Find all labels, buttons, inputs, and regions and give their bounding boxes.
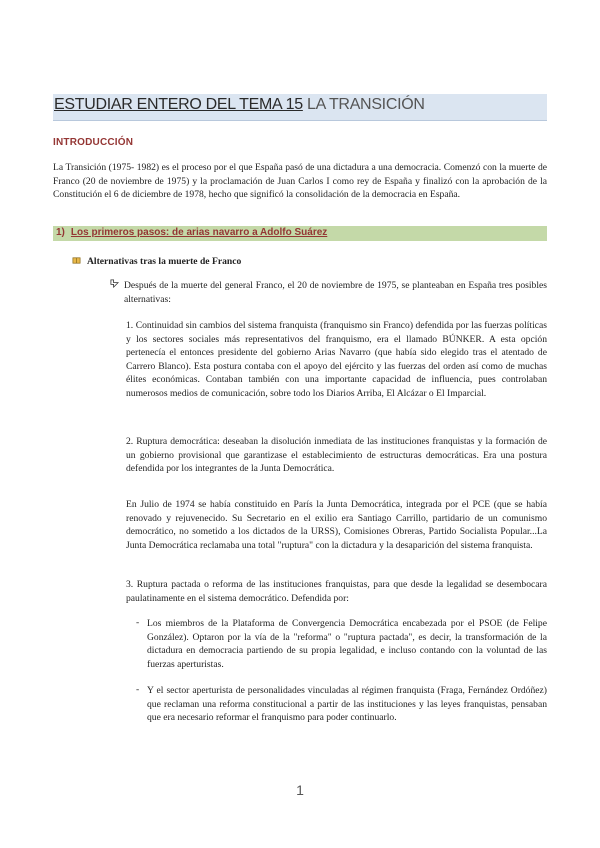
subsection-heading	[72, 256, 241, 267]
book-bullet-icon	[72, 256, 81, 265]
page-title	[54, 96, 425, 114]
subsection-title: Alternativas tras la muerte de Franco	[87, 256, 242, 267]
page-title-main: ESTUDIAR ENTERO DEL TEMA 15	[54, 96, 303, 113]
alternative-3-paragraph: 3. Ruptura pactada o reforma de las instituciones franquistas, para que desde la legalidad se desembocara paulatinamente en el sistema democrático. Defendida por:	[126, 579, 547, 604]
section-number: 1)	[56, 227, 65, 238]
list-dash: -	[136, 617, 140, 628]
section-title: Los primeros pasos: de arias navarro a Adolfo Suárez	[70, 227, 328, 238]
pointer-bullet-icon	[110, 279, 119, 291]
alternative-1-paragraph: 1. Continuidad sin cambios del sistema franquista (franquismo sin Franco) defendida por las fuerzas políticas y los sectores sociales más representativos del franquismo, era el llamado BÚNKER. A esta opción pertenecía el entonces presidente del gobierno Arias Navarro (que había sido elegido tras el atentado de Carrero Blanco). Esta postura contaba con el apoyo del ejército y las fuerzas del orden así como de muchas élites económicas. Contaban también con una importante capacidad de influencia, pues controlaban numerosos medios de comunicación, sobre todo los Diarios Arriba, El Alcázar o El Imparcial.	[126, 320, 547, 399]
page-title-sub: LA TRANSICIÓN	[307, 96, 425, 113]
section-heading	[56, 227, 327, 238]
junta-democratica-paragraph: En Julio de 1974 se había constituido en París la Junta Democrática, integrada por el PCE (que se había renovado y rejuvenecido. Su Secretario en el exilio era Santiago Carrillo, partidario de un comunismo democrático, no sometido a los dictados de la URSS), Comisiones Obreras, Partido Socialista Popular...La Junta Democrática reclamaba una total "ruptura" con la dictadura y la desaparición del sistema franquista.	[126, 499, 547, 551]
alternative-2-paragraph: 2. Ruptura democrática: deseaban la disolución inmediata de las instituciones franquistas y la formación de un gobierno provisional que garantizase el establecimiento de estructuras democráticas. Era una postura defendida por los integrantes de la Junta Democrática.	[126, 436, 547, 475]
list-item-aperturista: Y el sector aperturista de personalidades vinculadas al régimen franquista (Fraga, Fernández Ordóñez) que reclaman una reforma constitucional a partir de las instituciones y las leyes franquistas, pensaban que era necesario reformar el franquismo para poder continuarlo.	[147, 685, 547, 724]
intro-paragraph: La Transición (1975- 1982) es el proceso por el que España pasó de una dictadura a una democracia. Comenzó con la muerte de Franco (20 de noviembre de 1975) y la proclamación de Juan Carlos I como rey de España y finalizó con la aprobación de la Constitución el 6 de diciembre de 1978, hecho que significó la consolidación de la democracia en España.	[53, 162, 547, 201]
alternatives-intro: Después de la muerte del general Franco, el 20 de noviembre de 1975, se planteaban en España tres posibles alternativas:	[124, 280, 547, 305]
page-number: 1	[296, 782, 304, 798]
intro-heading: INTRODUCCIÓN	[53, 137, 134, 148]
list-item-psoe: Los miembros de la Plataforma de Convergencia Democrática encabezada por el PSOE (de Felipe González). Optaron por la vía de la "reforma" o "ruptura pactada", es decir, la transformación de la dictadura en democracia partiendo de su propia legalidad, e incluso contando con la voluntad de las fuerzas aperturistas.	[147, 618, 547, 670]
list-dash: -	[136, 684, 140, 695]
